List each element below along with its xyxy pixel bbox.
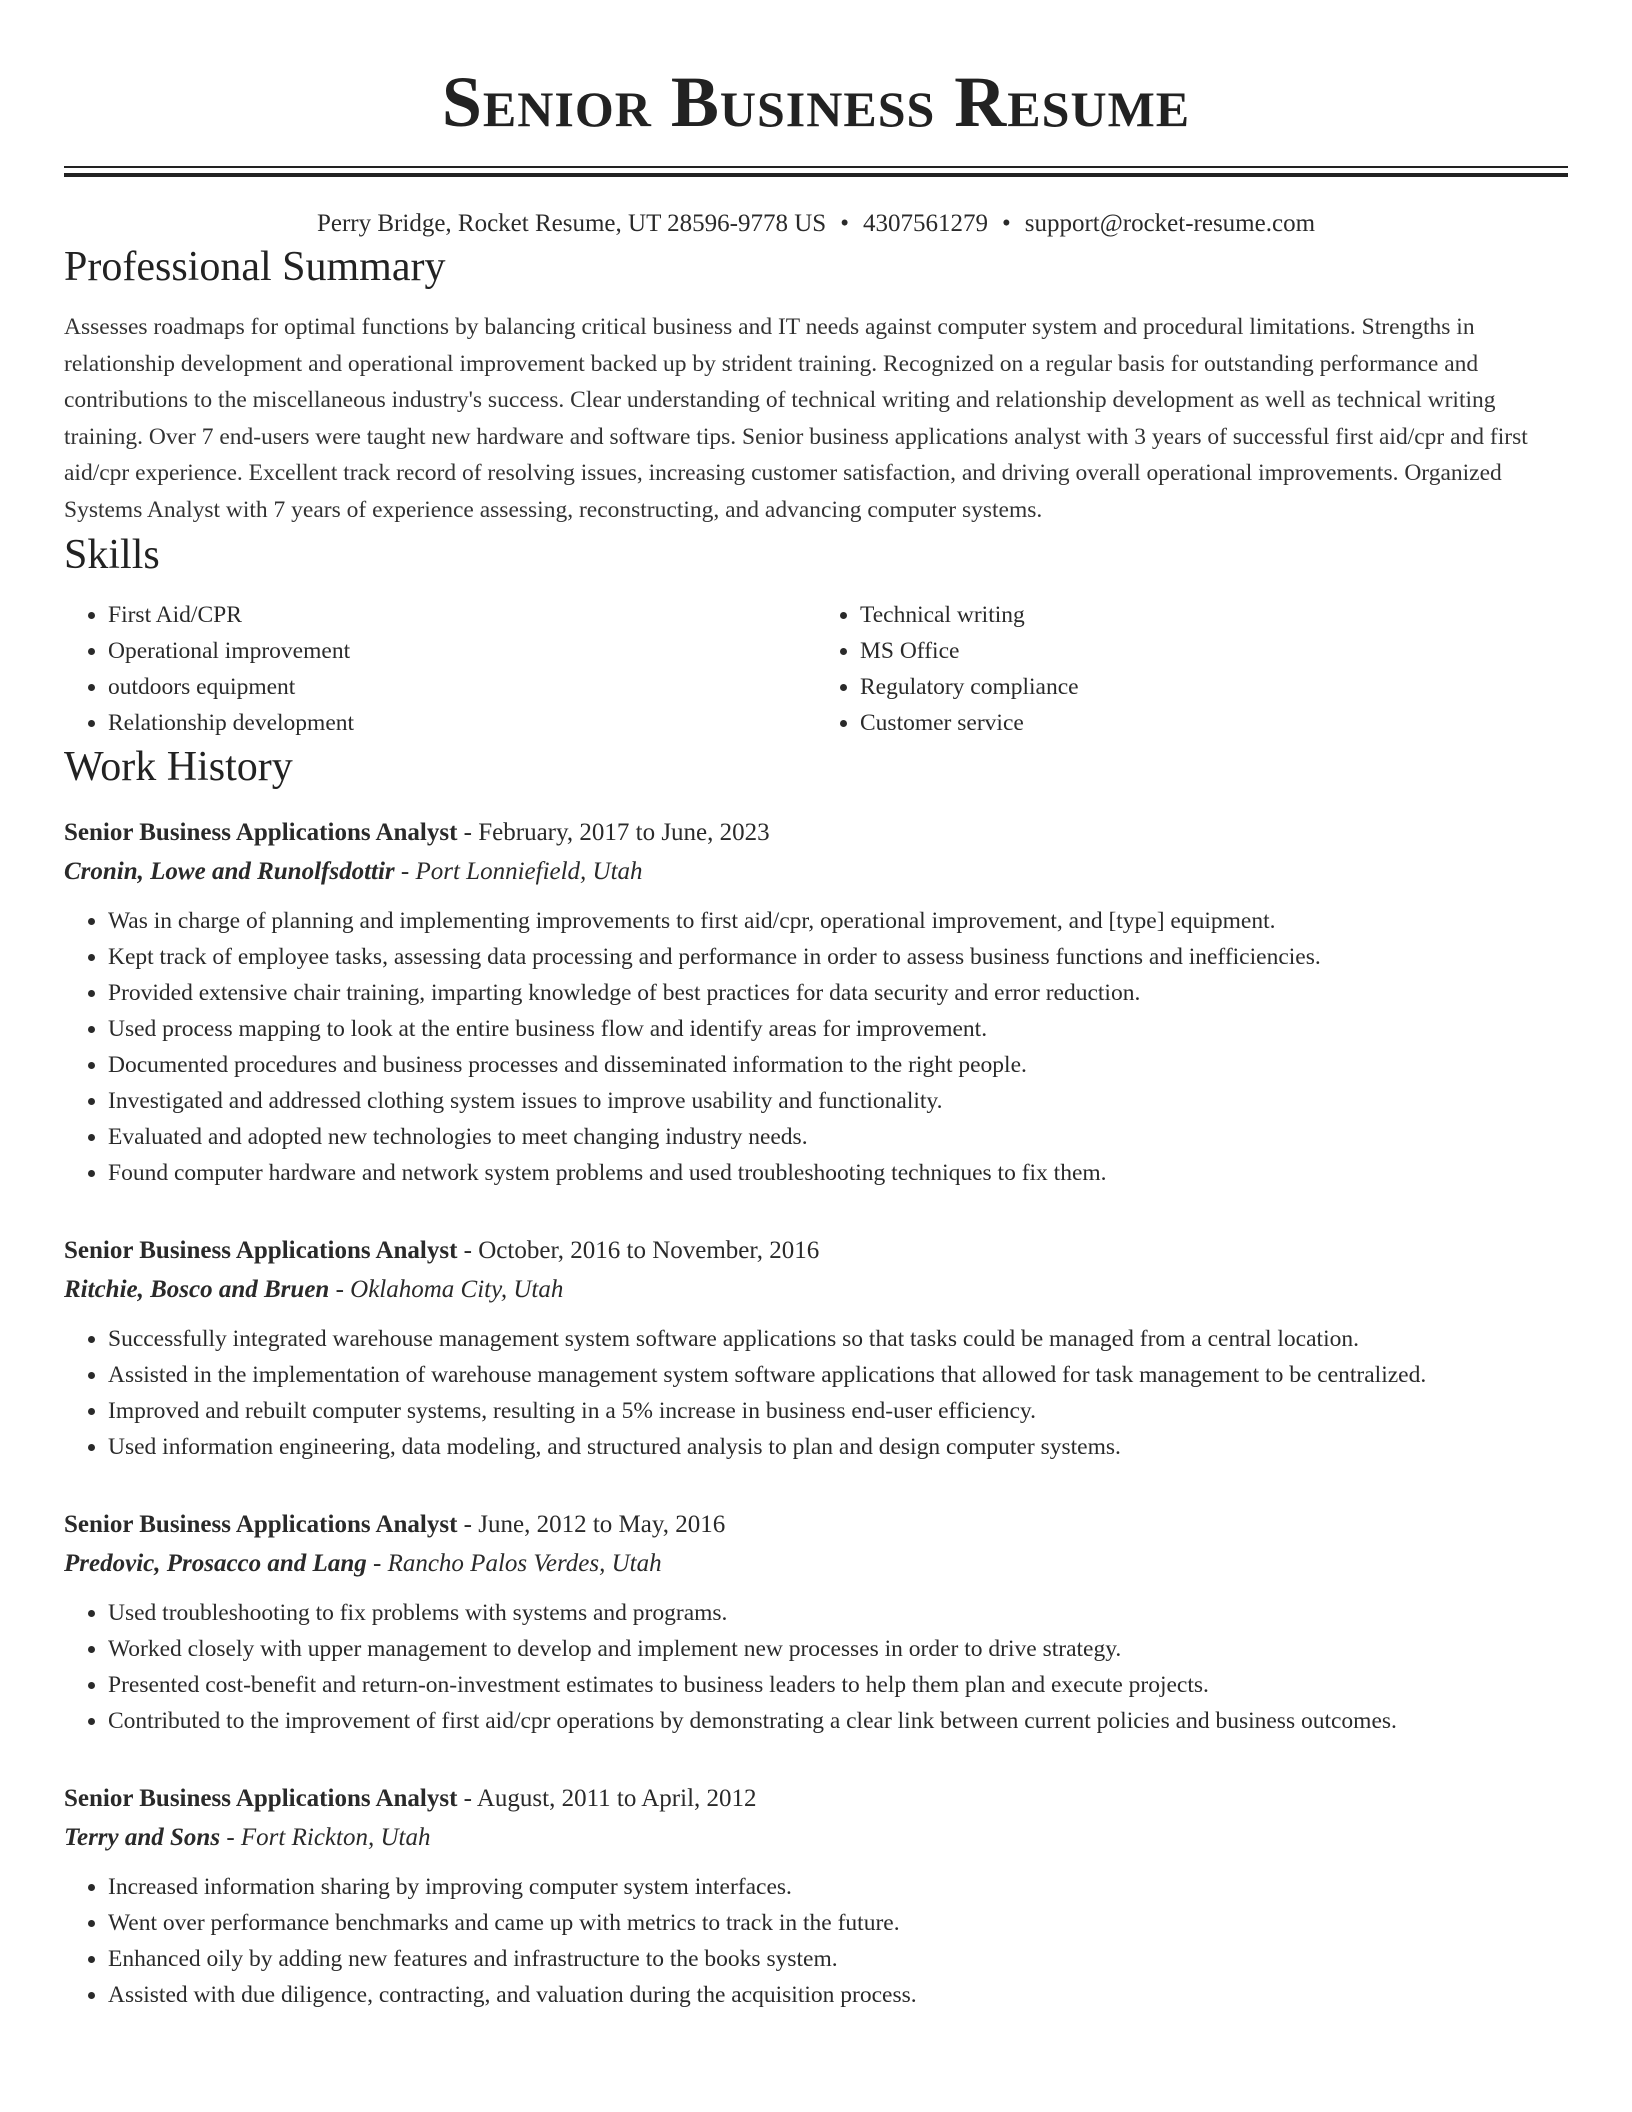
contact-separator: • xyxy=(1001,210,1011,237)
job-bullet: • Used process mapping to look at the entire business flow and identify areas for improvement. xyxy=(108,1011,1568,1047)
job-bullet: • Presented cost-benefit and return-on-investment estimates to business leaders to help them plan and execute projects. xyxy=(108,1667,1568,1703)
job-title-line: Senior Business Applications Analyst - February, 2017 to June, 2023 xyxy=(64,818,770,846)
skills-list xyxy=(64,597,1568,741)
job-bullet: • Found computer hardware and network system problems and used troubleshooting techniques to fix them. xyxy=(108,1155,1568,1191)
job-bullet: • Provided extensive chair training, imparting knowledge of best practices for data security and error reduction. xyxy=(108,975,1568,1011)
job-bullet: • Successfully integrated warehouse management system software applications so that tasks could be managed from a central location. xyxy=(108,1321,1568,1357)
skill-item: • Technical writing xyxy=(860,597,1568,633)
job-bullet: • Kept track of employee tasks, assessing data processing and performance in order to assess business functions and inefficiencies. xyxy=(108,939,1568,975)
skills-column-right xyxy=(816,597,1568,741)
resume-page xyxy=(64,0,1568,2013)
job-entry xyxy=(64,813,1568,1191)
skills-column-left xyxy=(64,597,816,741)
job-entry xyxy=(64,1779,1568,2013)
job-company: Ritchie, Bosco and Bruen xyxy=(64,1275,330,1303)
skill-item: • Customer service xyxy=(860,705,1568,741)
job-bullets xyxy=(64,903,1568,1191)
contact-separator: • xyxy=(840,210,849,237)
job-location: Fort Rickton, Utah xyxy=(240,1823,431,1851)
job-bullet: • Evaluated and adopted new technologies to meet changing industry needs. xyxy=(108,1119,1568,1155)
contact-address: Perry Bridge, Rocket Resume, UT 28596-9778 US xyxy=(316,210,827,237)
job-bullet: • Documented procedures and business processes and disseminated information to the right people. xyxy=(108,1047,1568,1083)
job-company: Predovic, Prosacco and Lang xyxy=(64,1549,367,1577)
job-location: Rancho Palos Verdes, Utah xyxy=(387,1549,662,1577)
job-dates: August, 2011 to April, 2012 xyxy=(476,1784,757,1812)
job-role: Senior Business Applications Analyst xyxy=(64,1510,458,1538)
job-bullet: • Assisted in the implementation of warehouse management system software applications that allowed for task management to be centralized. xyxy=(108,1357,1568,1393)
contact-line xyxy=(64,207,1568,241)
skill-item: • outdoors equipment xyxy=(108,669,816,705)
job-title-line: Senior Business Applications Analyst - October, 2016 to November, 2016 xyxy=(64,1236,820,1264)
title-divider-thick xyxy=(64,173,1568,177)
job-bullet: • Improved and rebuilt computer systems, resulting in a 5% increase in business end-user efficiency. xyxy=(108,1393,1568,1429)
job-location: Port Lonniefield, Utah xyxy=(415,857,643,885)
job-dates: October, 2016 to November, 2016 xyxy=(478,1236,820,1264)
work-history-heading: Work History xyxy=(64,743,293,790)
job-company: Terry and Sons xyxy=(64,1823,221,1851)
job-role: Senior Business Applications Analyst xyxy=(64,1236,458,1264)
job-bullet: • Enhanced oily by adding new features and infrastructure to the books system. xyxy=(108,1941,1568,1977)
skill-item: • Relationship development xyxy=(108,705,816,741)
job-location: Oklahoma City, Utah xyxy=(350,1275,564,1303)
job-bullet: • Assisted with due diligence, contracting, and valuation during the acquisition process. xyxy=(108,1977,1568,2013)
summary-heading: Professional Summary xyxy=(64,244,446,290)
job-bullets xyxy=(64,1321,1568,1465)
contact-email: support@rocket-resume.com xyxy=(1024,210,1316,237)
page-title: Senior Business Resume xyxy=(441,62,1191,142)
job-bullet: • Went over performance benchmarks and came up with metrics to track in the future. xyxy=(108,1905,1568,1941)
job-bullet: • Increased information sharing by improving computer system interfaces. xyxy=(108,1869,1568,1905)
skill-item: • First Aid/CPR xyxy=(108,597,816,633)
job-bullet: • Worked closely with upper management to develop and implement new processes in order to drive strategy. xyxy=(108,1631,1568,1667)
skills-heading: Skills xyxy=(64,531,160,578)
job-dates: June, 2012 to May, 2016 xyxy=(478,1510,726,1538)
job-bullet: • Was in charge of planning and implementing improvements to first aid/cpr, operational improvement, and [type] equipment. xyxy=(108,903,1568,939)
skill-item: • Regulatory compliance xyxy=(860,669,1568,705)
job-company-line: Predovic, Prosacco and Lang - Rancho Palos Verdes, Utah xyxy=(64,1549,662,1577)
job-bullet: • Contributed to the improvement of first aid/cpr operations by demonstrating a clear link between current policies and business outcomes. xyxy=(108,1703,1568,1739)
job-bullets xyxy=(64,1595,1568,1739)
job-company-line: Cronin, Lowe and Runolfsdottir - Port Lonniefield, Utah xyxy=(64,857,643,885)
job-bullet: • Used troubleshooting to fix problems with systems and programs. xyxy=(108,1595,1568,1631)
job-role: Senior Business Applications Analyst xyxy=(64,818,458,846)
skill-item: • MS Office xyxy=(860,633,1568,669)
job-company: Cronin, Lowe and Runolfsdottir xyxy=(64,857,395,885)
job-entry xyxy=(64,1505,1568,1739)
job-dates: February, 2017 to June, 2023 xyxy=(478,818,770,846)
job-entry xyxy=(64,1231,1568,1465)
contact-phone: 4307561279 xyxy=(862,210,988,237)
job-company-line: Terry and Sons - Fort Rickton, Utah xyxy=(64,1823,431,1851)
job-role: Senior Business Applications Analyst xyxy=(64,1784,458,1812)
job-bullet: • Investigated and addressed clothing system issues to improve usability and functionality. xyxy=(108,1083,1568,1119)
job-company-line: Ritchie, Bosco and Bruen - Oklahoma City, Utah xyxy=(64,1275,564,1303)
job-title-line: Senior Business Applications Analyst - June, 2012 to May, 2016 xyxy=(64,1510,726,1538)
skill-item: • Operational improvement xyxy=(108,633,816,669)
job-title-line: Senior Business Applications Analyst - August, 2011 to April, 2012 xyxy=(64,1784,757,1812)
summary-text: Assesses roadmaps for optimal functions by balancing critical business and IT needs against computer system and procedural limitations. Strengths in relationship development and operational improvement backed up by strident training. Recognized on a regular basis for outstanding performance and contributions to the miscellaneous industry's success. Clear understanding of technical writing and relationship development as well as technical writing training. Over 7 end-users were taught new hardware and software tips. Senior business applications analyst with 3 years of successful first aid/cpr and first aid/cpr experience. Excellent track record of resolving issues, increasing customer satisfaction, and driving overall operational improvements. Organized Systems Analyst with 7 years of experience assessing, reconstructing, and advancing computer systems. xyxy=(64,314,1528,523)
job-bullets xyxy=(64,1869,1568,2013)
job-bullet: • Used information engineering, data modeling, and structured analysis to plan and design computer systems. xyxy=(108,1429,1568,1465)
title-divider-thin xyxy=(64,166,1568,168)
